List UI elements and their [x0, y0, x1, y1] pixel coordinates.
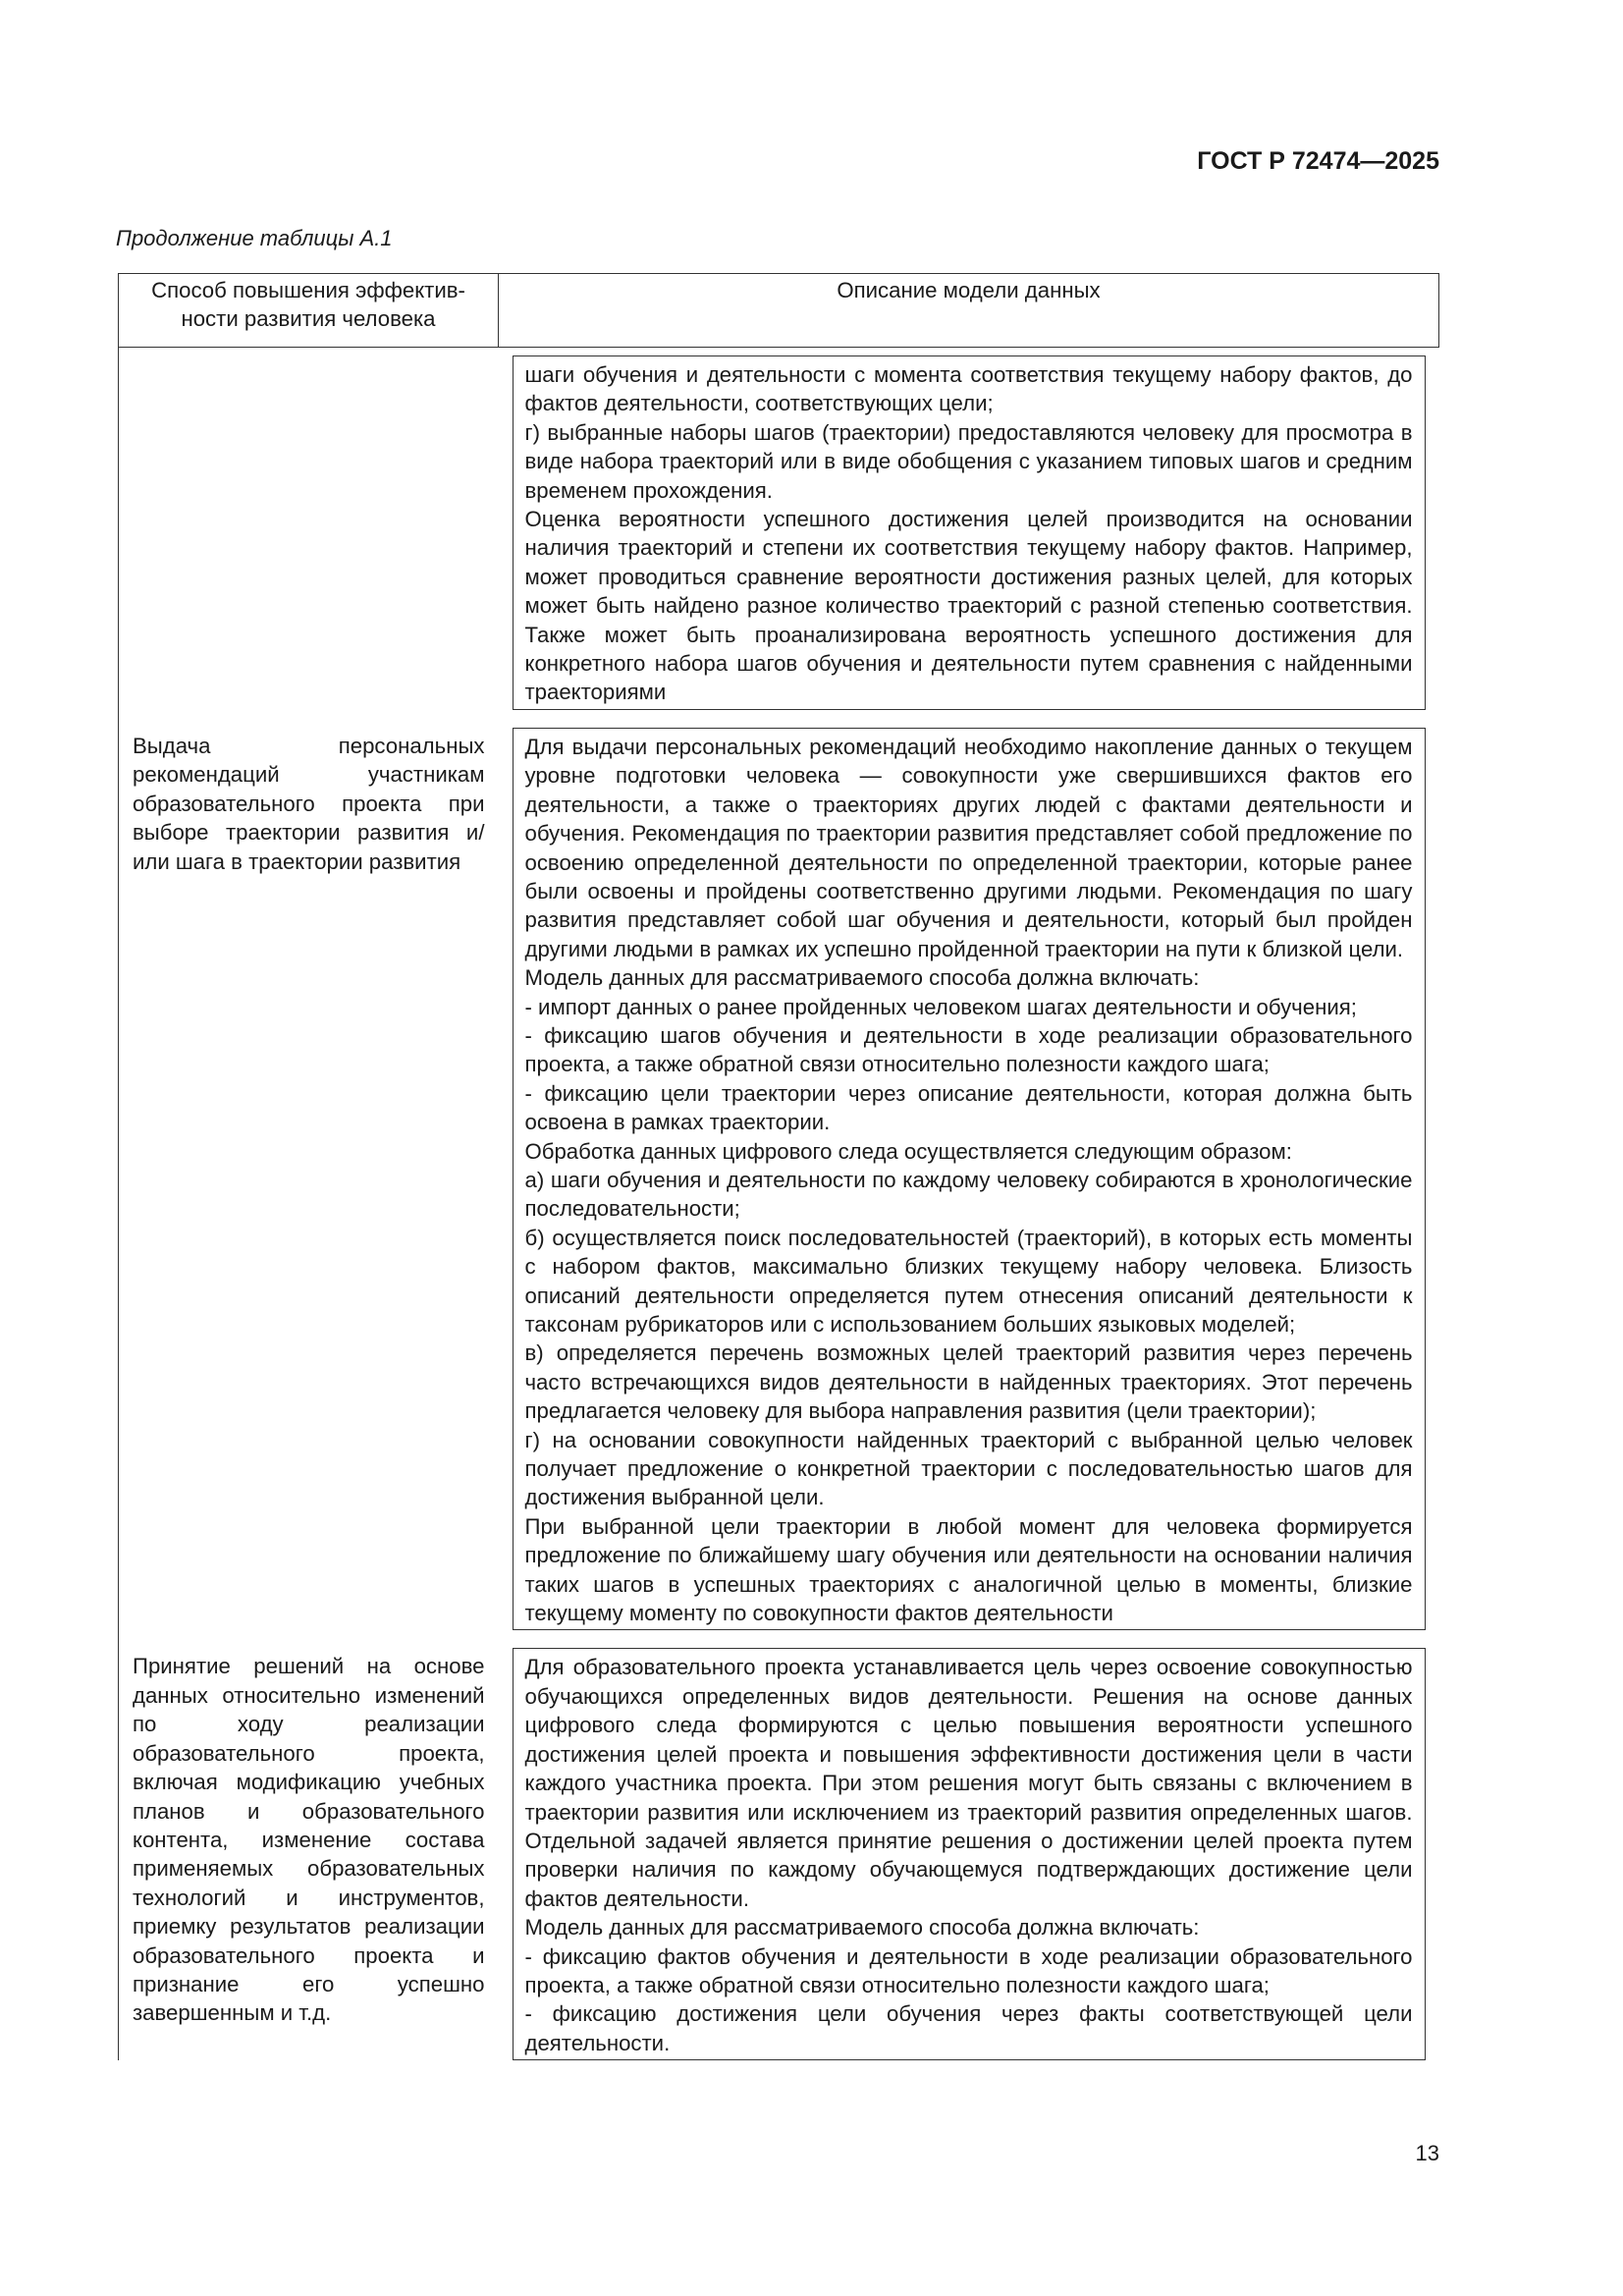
table-caption: Продолжение таблицы А.1 — [116, 226, 393, 250]
description-cell — [513, 1648, 1426, 2060]
page-number: 13 — [1415, 2141, 1439, 2165]
method-cell: Выдача персональных рекомендаций участникам образовательного проекта при выборе траектории развития и/или шага в траектории развития — [119, 720, 499, 1641]
description-paragraph: Обработка данных цифрового следа осуществляется следующим образом: — [524, 1138, 1292, 1164]
column-header-method: Способ повышения эффектив-ности развития человека — [119, 274, 499, 348]
method-cell: Принятие решений на основе данных относительно изменений по ходу реализации образовательного проекта, включая модификацию учебных планов и образовательного контента, изменение состава применяемых образовательных технологий и инструментов, приемку результатов реализации образовательного проекта и признание его успешно завершенным и т.д. — [119, 1640, 499, 2060]
description-paragraph: а) шаги обучения и деятельности по каждому человеку собираются в хронологические последовательности; — [524, 1167, 1413, 1222]
description-paragraph: Модель данных для рассматриваемого способа должна включать: — [524, 965, 1200, 991]
description-cell — [513, 355, 1426, 710]
description-paragraph: - фиксацию шагов обучения и деятельности в ходе реализации образовательного проекта, а также обратной связи относительно полезности каждого шага; — [524, 1022, 1413, 1077]
description-paragraph: в) определяется перечень возможных целей траекторий развития через перечень часто встречающихся видов деятельности в найденных траекториях. Этот перечень предлагается человеку для выбора направления развития (цели траектории); — [524, 1340, 1413, 1424]
column-header-description: Описание модели данных — [499, 274, 1439, 348]
table-row — [119, 348, 1439, 720]
description-paragraph: Модель данных для рассматриваемого способа должна включать: — [524, 1915, 1200, 1941]
description-paragraph: - фиксацию цели траектории через описание деятельности, которая должна быть освоена в рамках траектории. — [524, 1080, 1413, 1135]
description-paragraph: При выбранной цели траектории в любой момент для человека формируется предложение по ближайшему шагу обучения или деятельности на основании наличия таких шагов в успешных траекториях с аналогичной целью в моменты, близкие текущему моменту по совокупности фактов деятельности — [524, 1513, 1413, 1626]
description-paragraph: г) на основании совокупности найденных траекторий с выбранной целью человек получает предложение о конкретной траектории с последовательностью шагов для достижения выбранной цели. — [524, 1427, 1413, 1510]
description-paragraph: - импорт данных о ранее пройденных человеком шагах деятельности и обучения; — [524, 994, 1357, 1019]
standard-number: ГОСТ Р 72474—2025 — [1197, 147, 1439, 175]
data-model-table — [118, 273, 1439, 2060]
description-paragraph: Для образовательного проекта устанавливается цель через освоение совокупностью обучающихся определенных видов деятельности. Решения на основе данных цифрового следа формируются с целью повышения вероятности успешного достижения целей проекта и повышения эффективности достижения цели в части каждого участника проекта. При этом решения могут быть связаны с включением в траектории развития или исключением из траекторий развития определенных шагов. Отдельной задачей является принятие решения о достижении целей проекта путем проверки наличия по каждому обучающемуся подтверждающих достижение цели фактов деятельности. — [524, 1655, 1413, 1911]
description-paragraph: - фиксацию фактов обучения и деятельности в ходе реализации образовательного проекта, а также обратной связи относительно полезности каждого шага; — [524, 1943, 1413, 1997]
description-cell — [513, 728, 1426, 1631]
description-paragraph: г) выбранные наборы шагов (траектории) предоставляются человеку для просмотра в виде набора траекторий или в виде обобщения с указанием типовых шагов и средним временем прохождения. — [524, 419, 1413, 503]
method-cell — [119, 348, 499, 720]
description-paragraph: б) осуществляется поиск последовательностей (траекторий), в которых есть моменты с набором фактов, максимально близких текущему набору человека. Близость описаний деятельности определяется путем отнесения описаний деятельности к таксонам рубрикаторов или с использованием больших языковых моделей; — [524, 1225, 1413, 1337]
description-paragraph: Для выдачи персональных рекомендаций необходимо накопление данных о текущем уровне подготовки человека — совокупности уже свершившихся фактов его деятельности, а также о траекториях других людей с фактами деятельности и обучения. Рекомендация по траектории развития представляет собой предложение по освоению определенной деятельности по определенной траектории, которые ранее были освоены и пройдены соответственно другими людьми. Рекомендация по шагу развития представляет собой шаг обучения и деятельности, который был пройден другими людьми в рамках их успешно пройденной траектории на пути к близкой цели. — [524, 734, 1413, 961]
description-paragraph: шаги обучения и деятельности с момента соответствия текущему набору фактов, до фактов деятельности, соответствующих цели; — [524, 362, 1413, 416]
description-paragraph: Оценка вероятности успешного достижения целей производится на основании наличия траекторий и степени их соответствия текущему набору фактов. Например, может проводиться сравнение вероятности достижения разных целей, для которых может быть найдено разное количество траекторий с разной степенью соответствия. Также может быть проанализирована вероятность успешного достижения для конкретного набора шагов обучения и деятельности путем сравнения с найденными траекториями — [524, 507, 1413, 705]
table-row — [119, 720, 1439, 1641]
table-header-row — [119, 274, 1439, 348]
description-paragraph: - фиксацию достижения цели обучения через факты соответствующей цели деятельности. — [524, 2001, 1413, 2055]
table-row — [119, 1640, 1439, 2060]
